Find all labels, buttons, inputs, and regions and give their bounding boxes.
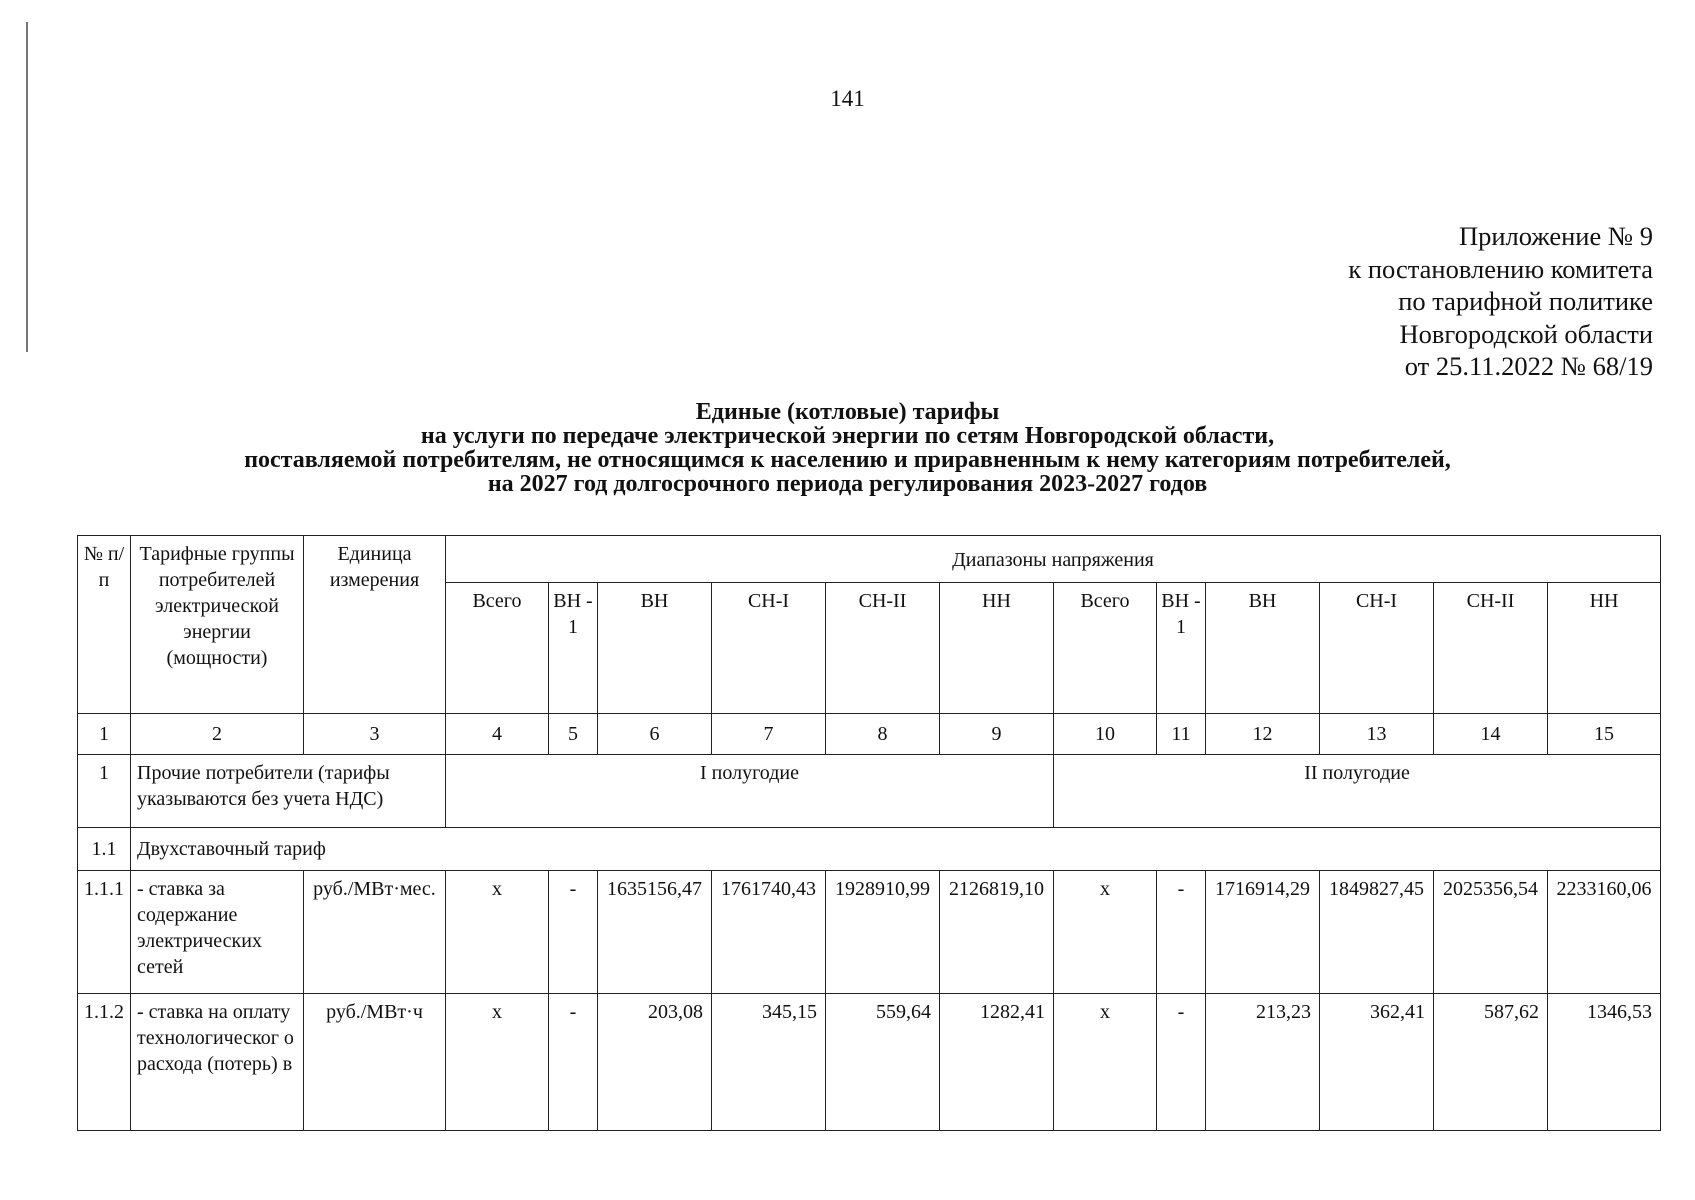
column-number: 9: [940, 714, 1054, 755]
section-row: [78, 755, 1661, 828]
title-line: Единые (котловые) тарифы: [695, 399, 1000, 425]
appendix-line: Новгородской области: [1399, 318, 1653, 349]
header-col: НН: [940, 583, 1054, 714]
table-cell: х: [446, 871, 549, 994]
table-cell: 203,08: [598, 994, 712, 1131]
table-row: [78, 871, 1661, 994]
row-num: 1.1: [78, 828, 131, 871]
row-label: - ставка на оплату технологическог о расхода (потерь) в: [131, 994, 304, 1131]
row-label: - ставка за содержание электрических сетей: [131, 871, 304, 994]
table-cell: х: [1054, 871, 1157, 994]
table-row: [78, 994, 1661, 1131]
table-cell: 345,15: [712, 994, 826, 1131]
header-row: [78, 536, 1661, 583]
title-line: поставляемой потребителям, не относящимся к населению и приравненным к нему категориям потребителей,: [244, 447, 1451, 473]
table-cell: 1635156,47: [598, 871, 712, 994]
row-unit: руб./МВт·мес.: [304, 871, 446, 994]
table-cell: 362,41: [1320, 994, 1434, 1131]
column-number: 11: [1157, 714, 1206, 755]
row-num: 1.1.2: [78, 994, 131, 1131]
header-col: СН-II: [1434, 583, 1548, 714]
table-cell: 587,62: [1434, 994, 1548, 1131]
table-cell: 1761740,43: [712, 871, 826, 994]
table-cell: х: [1054, 994, 1157, 1131]
table-cell: 213,23: [1206, 994, 1320, 1131]
row-label: Двухставочный тариф: [131, 828, 1661, 871]
table-cell: х: [446, 994, 549, 1131]
column-number: 5: [549, 714, 598, 755]
table-cell: 2025356,54: [1434, 871, 1548, 994]
header-voltage-ranges: Диапазоны напряжения: [446, 536, 1661, 583]
table-cell: 1716914,29: [1206, 871, 1320, 994]
header-col: Всего: [1054, 583, 1157, 714]
table-cell: -: [1157, 994, 1206, 1131]
appendix-line: к постановлению комитета: [1348, 253, 1653, 284]
table-cell: -: [549, 994, 598, 1131]
column-number: 15: [1548, 714, 1661, 755]
table-cell: 2126819,10: [940, 871, 1054, 994]
appendix-line: по тарифной политике: [1398, 286, 1653, 316]
header-col: ВН -1: [549, 583, 598, 714]
row-num: 1.1.1: [78, 871, 131, 994]
column-number: 14: [1434, 714, 1548, 755]
table-cell: -: [549, 871, 598, 994]
header-col: СН-I: [712, 583, 826, 714]
column-number: 12: [1206, 714, 1320, 755]
document-title: [0, 400, 1695, 496]
page-number: 141: [830, 86, 865, 111]
title-line: на 2027 год долгосрочного периода регулирования 2023-2027 годов: [487, 471, 1208, 497]
header-col: ВН: [598, 583, 712, 714]
header-col: НН: [1548, 583, 1661, 714]
table-cell: 559,64: [826, 994, 940, 1131]
header-col: СН-I: [1320, 583, 1434, 714]
column-number: 4: [446, 714, 549, 755]
column-number-row: [78, 714, 1661, 755]
column-number: 2: [131, 714, 304, 755]
header-col: ВН -1: [1157, 583, 1206, 714]
row-unit: руб./МВт·ч: [304, 994, 446, 1131]
half-year-2: II полугодие: [1054, 755, 1661, 828]
appendix-line: от 25.11.2022 № 68/19: [1404, 351, 1653, 381]
column-number: 10: [1054, 714, 1157, 755]
row-num: 1: [78, 755, 131, 828]
column-number: 7: [712, 714, 826, 755]
column-number: 13: [1320, 714, 1434, 755]
header-col: Всего: [446, 583, 549, 714]
appendix-line: Приложение № 9: [1458, 221, 1653, 251]
row-label: Прочие потребители (тарифы указываются без учета НДС): [131, 755, 446, 828]
table-cell: 1849827,45: [1320, 871, 1434, 994]
header-col: СН-II: [826, 583, 940, 714]
header-col: ВН: [1206, 583, 1320, 714]
half-year-1: I полугодие: [446, 755, 1054, 828]
table-cell: 2233160,06: [1548, 871, 1661, 994]
header-unit: Единица измерения: [304, 536, 446, 714]
tariff-table: [77, 535, 1661, 1131]
binding-line: [26, 22, 28, 352]
table-cell: -: [1157, 871, 1206, 994]
table-cell: 1346,53: [1548, 994, 1661, 1131]
column-number: 6: [598, 714, 712, 755]
header-group: Тарифные группы потребителей электрической энергии (мощности): [131, 536, 304, 714]
column-number: 3: [304, 714, 446, 755]
column-number: 1: [78, 714, 131, 755]
column-number: 8: [826, 714, 940, 755]
subsection-row: [78, 828, 1661, 871]
table-cell: 1928910,99: [826, 871, 940, 994]
table-cell: 1282,41: [940, 994, 1054, 1131]
appendix-block: [1348, 220, 1653, 383]
header-num: № п/п: [78, 536, 131, 714]
title-line: на услуги по передаче электрической энергии по сетям Новгородской области,: [420, 423, 1275, 449]
